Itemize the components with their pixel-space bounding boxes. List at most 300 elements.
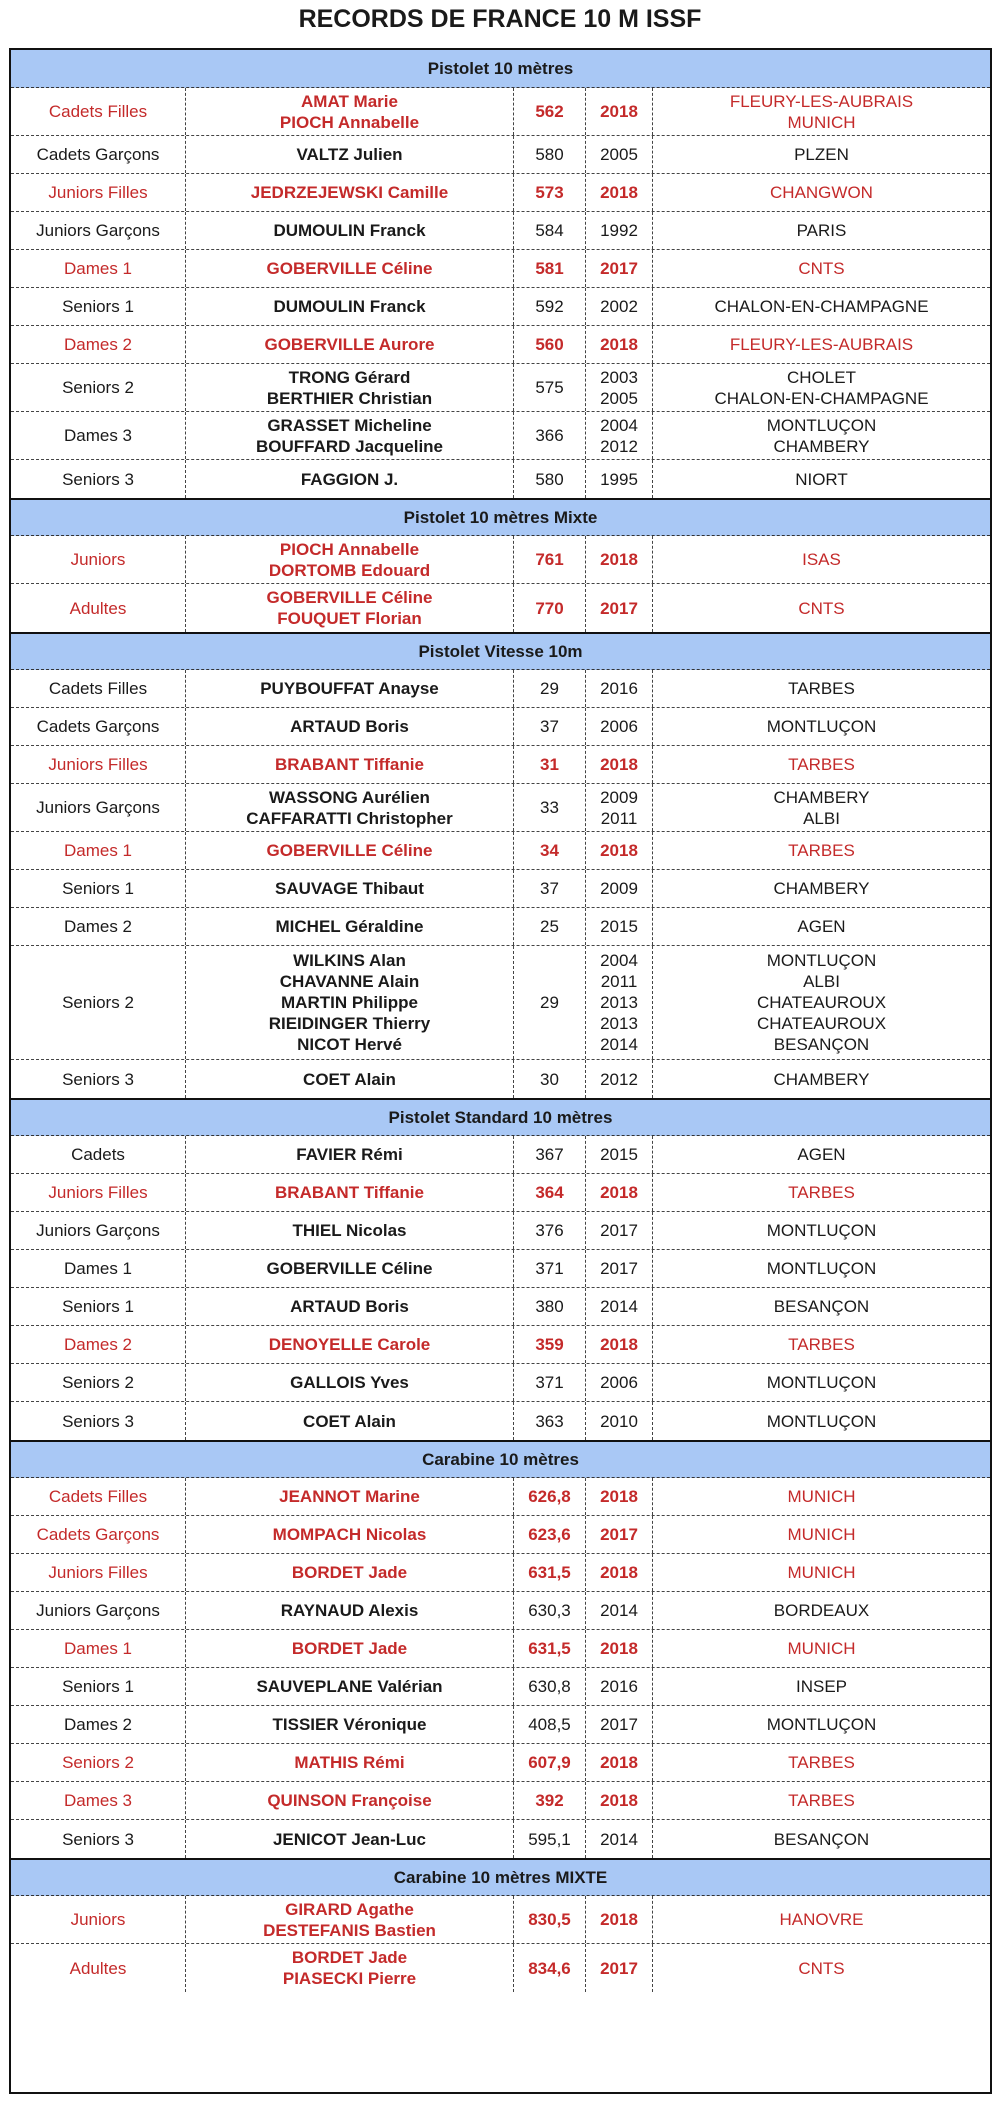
place-cell: [653, 670, 990, 707]
place-cell: [653, 832, 990, 869]
record-year: 1992: [600, 221, 638, 240]
score-cell: [514, 1820, 586, 1858]
record-year: 2002: [600, 297, 638, 316]
year-cell: [586, 1554, 653, 1591]
record-row: [11, 1212, 990, 1250]
year-cell: [586, 1364, 653, 1401]
section-header: Carabine 10 mètres MIXTE: [11, 1858, 990, 1896]
category-label: Seniors 2: [62, 993, 134, 1012]
year-cell: [586, 460, 653, 498]
score-value: 592: [535, 297, 564, 316]
athlete-name: JEDRZEJEWSKI Camille: [250, 183, 449, 202]
place-cell: [653, 746, 990, 783]
athlete-name: DUMOULIN Franck: [273, 297, 426, 316]
athlete-name: WILKINS Alan: [293, 951, 406, 970]
athlete-name: FOUQUET Florian: [277, 609, 422, 628]
year-cell: [586, 1136, 653, 1173]
record-row: [11, 1630, 990, 1668]
record-year: 2005: [600, 388, 638, 408]
athlete-name: DORTOMB Edouard: [268, 560, 431, 580]
record-row: [11, 1944, 990, 1992]
record-row: [11, 174, 990, 212]
record-row: [11, 584, 990, 632]
record-year: 2018: [600, 1753, 638, 1772]
record-place: TARBES: [788, 1791, 855, 1810]
athlete-cell: [186, 1288, 514, 1325]
category-label: Juniors Filles: [48, 183, 148, 202]
place-cell: [653, 1136, 990, 1173]
record-year: 2006: [600, 1373, 638, 1392]
record-year: 2018: [600, 102, 638, 121]
year-cell: [586, 212, 653, 249]
record-year: 1995: [600, 469, 638, 489]
record-place: MUNICH: [787, 1563, 856, 1582]
place-cell: [653, 1060, 990, 1098]
record-year: 2004: [600, 951, 638, 970]
category-cell: [11, 1554, 186, 1591]
athlete-name: GOBERVILLE Aurore: [264, 335, 435, 354]
record-year: 2010: [600, 1411, 638, 1431]
place-cell: [653, 1820, 990, 1858]
score-cell: [514, 1326, 586, 1363]
record-place: TARBES: [788, 1335, 855, 1354]
year-cell: [586, 288, 653, 325]
year-cell: [586, 1744, 653, 1781]
place-cell: [653, 1706, 990, 1743]
athlete-name: ARTAUD Boris: [290, 717, 409, 736]
category-cell: [11, 1212, 186, 1249]
athlete-name: BRABANT Tiffanie: [275, 1183, 424, 1202]
score-value: 34: [540, 841, 559, 860]
score-cell: [514, 1782, 586, 1819]
year-cell: [586, 1174, 653, 1211]
score-cell: [514, 1668, 586, 1705]
place-cell: [653, 1402, 990, 1440]
record-place: CHAMBERY: [773, 1069, 870, 1089]
category-label: Juniors: [70, 550, 126, 569]
athlete-name: GRASSET Micheline: [267, 415, 432, 435]
athlete-cell: [186, 870, 514, 907]
category-cell: [11, 288, 186, 325]
category-label: Seniors 3: [62, 1829, 134, 1849]
score-cell: [514, 1554, 586, 1591]
athlete-cell: [186, 88, 514, 135]
year-cell: [586, 870, 653, 907]
category-cell: [11, 212, 186, 249]
year-cell: [586, 1250, 653, 1287]
category-cell: [11, 1364, 186, 1401]
athlete-cell: [186, 1212, 514, 1249]
year-cell: [586, 670, 653, 707]
athlete-cell: [186, 1630, 514, 1667]
record-place: CNTS: [798, 598, 845, 618]
category-cell: [11, 1630, 186, 1667]
category-label: Dames 1: [63, 259, 133, 278]
score-cell: [514, 88, 586, 135]
athlete-cell: [186, 1820, 514, 1858]
record-row: [11, 832, 990, 870]
record-year: 2009: [600, 787, 638, 807]
score-cell: [514, 1250, 586, 1287]
athlete-name: THIEL Nicolas: [292, 1221, 407, 1240]
record-row: [11, 746, 990, 784]
score-value: 33: [540, 798, 559, 817]
category-label: Juniors Garçons: [36, 221, 160, 240]
year-cell: [586, 412, 653, 459]
record-place: MUNICH: [787, 112, 856, 132]
year-cell: [586, 784, 653, 831]
year-cell: [586, 536, 653, 583]
category-cell: [11, 1136, 186, 1173]
athlete-name: MATHIS Rémi: [294, 1753, 405, 1772]
record-row: [11, 1060, 990, 1098]
athlete-name: BORDET Jade: [291, 1948, 408, 1967]
record-place: ALBI: [803, 972, 840, 991]
category-cell: [11, 1288, 186, 1325]
record-year: 2011: [600, 972, 638, 991]
athlete-cell: [186, 1326, 514, 1363]
place-cell: [653, 288, 990, 325]
category-label: Dames 2: [63, 1715, 133, 1734]
athlete-name: JENICOT Jean-Luc: [272, 1829, 427, 1849]
score-cell: [514, 1944, 586, 1992]
record-place: MONTLUÇON: [766, 415, 877, 435]
athlete-cell: [186, 908, 514, 945]
record-row: [11, 536, 990, 584]
record-row: [11, 670, 990, 708]
athlete-name: GOBERVILLE Céline: [266, 259, 433, 278]
category-cell: [11, 1402, 186, 1440]
record-row: [11, 250, 990, 288]
record-place: CHATEAUROUX: [756, 1014, 887, 1033]
score-value: 364: [535, 1183, 564, 1202]
athlete-cell: [186, 1174, 514, 1211]
athlete-cell: [186, 326, 514, 363]
category-label: Seniors 1: [62, 1297, 134, 1316]
place-cell: [653, 870, 990, 907]
record-place: MONTLUÇON: [766, 1715, 877, 1734]
record-row: [11, 946, 990, 1060]
record-year: 2009: [600, 879, 638, 898]
place-cell: [653, 1668, 990, 1705]
athlete-name: RAYNAUD Alexis: [280, 1601, 419, 1620]
record-row: [11, 1364, 990, 1402]
year-cell: [586, 88, 653, 135]
record-year: 2013: [600, 993, 638, 1012]
record-row: [11, 1744, 990, 1782]
score-value: 607,9: [528, 1753, 571, 1772]
place-cell: [653, 1896, 990, 1943]
score-value: 580: [535, 469, 564, 489]
score-value: 380: [535, 1297, 564, 1316]
athlete-name: FAVIER Rémi: [296, 1145, 403, 1164]
athlete-cell: [186, 212, 514, 249]
place-cell: [653, 1174, 990, 1211]
athlete-cell: [186, 1060, 514, 1098]
score-cell: [514, 212, 586, 249]
category-cell: [11, 536, 186, 583]
score-cell: [514, 1402, 586, 1440]
athlete-name: RIEIDINGER Thierry: [268, 1014, 431, 1033]
record-place: CHAMBERY: [773, 879, 870, 898]
score-value: 830,5: [528, 1910, 571, 1929]
athlete-cell: [186, 1402, 514, 1440]
score-cell: [514, 536, 586, 583]
category-cell: [11, 364, 186, 411]
record-row: [11, 870, 990, 908]
athlete-cell: [186, 174, 514, 211]
category-cell: [11, 946, 186, 1059]
score-cell: [514, 870, 586, 907]
category-cell: [11, 1896, 186, 1943]
athlete-cell: [186, 1592, 514, 1629]
record-place: CHALON-EN-CHAMPAGNE: [714, 388, 929, 408]
record-row: [11, 1706, 990, 1744]
record-year: 2005: [600, 145, 638, 164]
record-place: HANOVRE: [779, 1910, 864, 1929]
score-cell: [514, 908, 586, 945]
category-cell: [11, 250, 186, 287]
place-cell: [653, 326, 990, 363]
year-cell: [586, 946, 653, 1059]
category-label: Seniors 3: [62, 469, 134, 489]
record-year: 2018: [600, 1639, 638, 1658]
record-place: TARBES: [788, 841, 855, 860]
record-place: MONTLUÇON: [766, 1259, 877, 1278]
place-cell: [653, 460, 990, 498]
athlete-cell: [186, 460, 514, 498]
category-cell: [11, 584, 186, 632]
record-year: 2011: [600, 808, 638, 828]
athlete-name: SAUVAGE Thibaut: [275, 879, 424, 898]
record-year: 2018: [600, 1183, 638, 1202]
score-cell: [514, 1288, 586, 1325]
record-row: [11, 1136, 990, 1174]
record-row: [11, 1326, 990, 1364]
year-cell: [586, 250, 653, 287]
record-place: PARIS: [796, 221, 847, 240]
category-cell: [11, 1592, 186, 1629]
category-cell: [11, 746, 186, 783]
score-cell: [514, 1744, 586, 1781]
category-label: Dames 1: [63, 1259, 133, 1278]
score-value: 631,5: [528, 1639, 571, 1658]
athlete-cell: [186, 1478, 514, 1515]
year-cell: [586, 1896, 653, 1943]
record-place: AGEN: [797, 917, 846, 936]
score-value: 834,6: [528, 1958, 571, 1978]
record-year: 2018: [600, 550, 638, 569]
category-cell: [11, 1326, 186, 1363]
score-value: 631,5: [528, 1563, 571, 1582]
record-place: AGEN: [797, 1145, 846, 1164]
athlete-name: BOUFFARD Jacqueline: [255, 436, 444, 456]
category-label: Seniors 2: [62, 1753, 134, 1772]
athlete-name: MICHEL Géraldine: [275, 917, 424, 936]
score-cell: [514, 250, 586, 287]
score-value: 366: [535, 426, 564, 445]
record-year: 2015: [600, 917, 638, 936]
record-year: 2017: [600, 1525, 638, 1544]
athlete-name: PUYBOUFFAT Anayse: [260, 679, 439, 698]
athlete-name: GALLOIS Yves: [290, 1373, 409, 1392]
score-value: 408,5: [528, 1715, 571, 1734]
place-cell: [653, 1288, 990, 1325]
category-label: Juniors Filles: [48, 1563, 148, 1582]
score-cell: [514, 1364, 586, 1401]
score-value: 560: [535, 335, 564, 354]
score-value: 30: [540, 1069, 559, 1089]
category-label: Dames 1: [63, 841, 133, 860]
record-place: MUNICH: [787, 1487, 856, 1506]
score-value: 770: [535, 598, 564, 618]
place-cell: [653, 1250, 990, 1287]
page-title: RECORDS DE FRANCE 10 M ISSF: [298, 5, 702, 33]
score-cell: [514, 1896, 586, 1943]
year-cell: [586, 1288, 653, 1325]
year-cell: [586, 908, 653, 945]
year-cell: [586, 832, 653, 869]
place-cell: [653, 708, 990, 745]
place-cell: [653, 136, 990, 173]
athlete-cell: [186, 1668, 514, 1705]
record-year: 2017: [600, 259, 638, 278]
record-year: 2004: [600, 415, 638, 435]
record-year: 2018: [600, 1335, 638, 1354]
place-cell: [653, 1944, 990, 1992]
record-place: CHATEAUROUX: [756, 993, 887, 1012]
score-value: 623,6: [528, 1525, 571, 1544]
record-place: BESANÇON: [773, 1297, 870, 1316]
score-value: 595,1: [528, 1829, 571, 1849]
score-value: 562: [535, 102, 564, 121]
record-row: [11, 1896, 990, 1944]
category-label: Juniors Filles: [48, 755, 148, 774]
record-place: FLEURY-LES-AUBRAIS: [729, 91, 914, 111]
athlete-name: TRONG Gérard: [288, 367, 411, 387]
year-cell: [586, 136, 653, 173]
score-value: 363: [535, 1411, 564, 1431]
category-label: Dames 1: [63, 1639, 133, 1658]
record-place: CHAMBERY: [773, 436, 870, 456]
record-place: CHANGWON: [770, 183, 873, 202]
athlete-cell: [186, 784, 514, 831]
score-value: 367: [535, 1145, 564, 1164]
category-cell: [11, 1706, 186, 1743]
record-place: BORDEAUX: [773, 1601, 870, 1620]
score-cell: [514, 784, 586, 831]
record-year: 2012: [600, 436, 638, 456]
record-place: CHAMBERY: [773, 787, 870, 807]
athlete-name: WASSONG Aurélien: [269, 787, 430, 807]
record-place: FLEURY-LES-AUBRAIS: [729, 335, 914, 354]
athlete-cell: [186, 1944, 514, 1992]
record-row: [11, 784, 990, 832]
record-place: BESANÇON: [773, 1829, 870, 1849]
category-cell: [11, 1744, 186, 1781]
athlete-name: BRABANT Tiffanie: [275, 755, 424, 774]
athlete-cell: [186, 1896, 514, 1943]
record-year: 2017: [600, 1958, 638, 1978]
record-row: [11, 708, 990, 746]
year-cell: [586, 1668, 653, 1705]
category-cell: [11, 326, 186, 363]
record-row: [11, 212, 990, 250]
athlete-cell: [186, 1706, 514, 1743]
score-cell: [514, 946, 586, 1059]
place-cell: [653, 908, 990, 945]
record-place: NIORT: [795, 469, 848, 489]
record-place: ISAS: [802, 550, 841, 569]
record-place: INSEP: [795, 1677, 848, 1696]
record-place: MUNICH: [787, 1639, 856, 1658]
record-year: 2018: [600, 183, 638, 202]
place-cell: [653, 784, 990, 831]
category-cell: [11, 1782, 186, 1819]
place-cell: [653, 212, 990, 249]
record-row: [11, 1288, 990, 1326]
score-cell: [514, 1516, 586, 1553]
score-value: 359: [535, 1335, 564, 1354]
year-cell: [586, 1516, 653, 1553]
section-header: Pistolet Vitesse 10m: [11, 632, 990, 670]
record-place: PLZEN: [794, 145, 849, 164]
record-year: 2014: [600, 1829, 638, 1849]
record-place: CNTS: [798, 259, 845, 278]
record-place: TARBES: [788, 755, 855, 774]
section-header: Pistolet 10 mètres Mixte: [11, 498, 990, 536]
score-value: 584: [535, 221, 564, 240]
record-row: [11, 1782, 990, 1820]
record-year: 2012: [600, 1069, 638, 1089]
athlete-name: FAGGION J.: [300, 469, 399, 489]
category-cell: [11, 460, 186, 498]
score-cell: [514, 832, 586, 869]
athlete-name: DENOYELLE Carole: [268, 1335, 431, 1354]
score-value: 630,8: [528, 1677, 571, 1696]
score-value: 25: [540, 917, 559, 936]
year-cell: [586, 174, 653, 211]
category-cell: [11, 1060, 186, 1098]
category-label: Seniors 2: [62, 1373, 134, 1392]
record-year: 2016: [600, 1677, 638, 1696]
athlete-name: GOBERVILLE Céline: [266, 1259, 433, 1278]
place-cell: [653, 584, 990, 632]
athlete-name: COET Alain: [303, 1411, 396, 1431]
category-label: Cadets Filles: [48, 679, 148, 698]
athlete-name: DESTEFANIS Bastien: [263, 1920, 436, 1940]
year-cell: [586, 708, 653, 745]
category-cell: [11, 708, 186, 745]
athlete-cell: [186, 536, 514, 583]
year-cell: [586, 584, 653, 632]
category-cell: [11, 1516, 186, 1553]
score-value: 29: [540, 679, 559, 698]
athlete-name: SAUVEPLANE Valérian: [256, 1677, 443, 1696]
record-place: MUNICH: [787, 1525, 856, 1544]
year-cell: [586, 1326, 653, 1363]
score-cell: [514, 1630, 586, 1667]
category-label: Seniors 1: [62, 297, 134, 316]
record-row: [11, 1668, 990, 1706]
year-cell: [586, 1592, 653, 1629]
category-cell: [11, 1250, 186, 1287]
category-label: Adultes: [69, 1958, 127, 1978]
athlete-name: MARTIN Philippe: [281, 993, 418, 1012]
record-row: [11, 1592, 990, 1630]
category-cell: [11, 1174, 186, 1211]
athlete-name: PIOCH Annabelle: [279, 112, 420, 132]
